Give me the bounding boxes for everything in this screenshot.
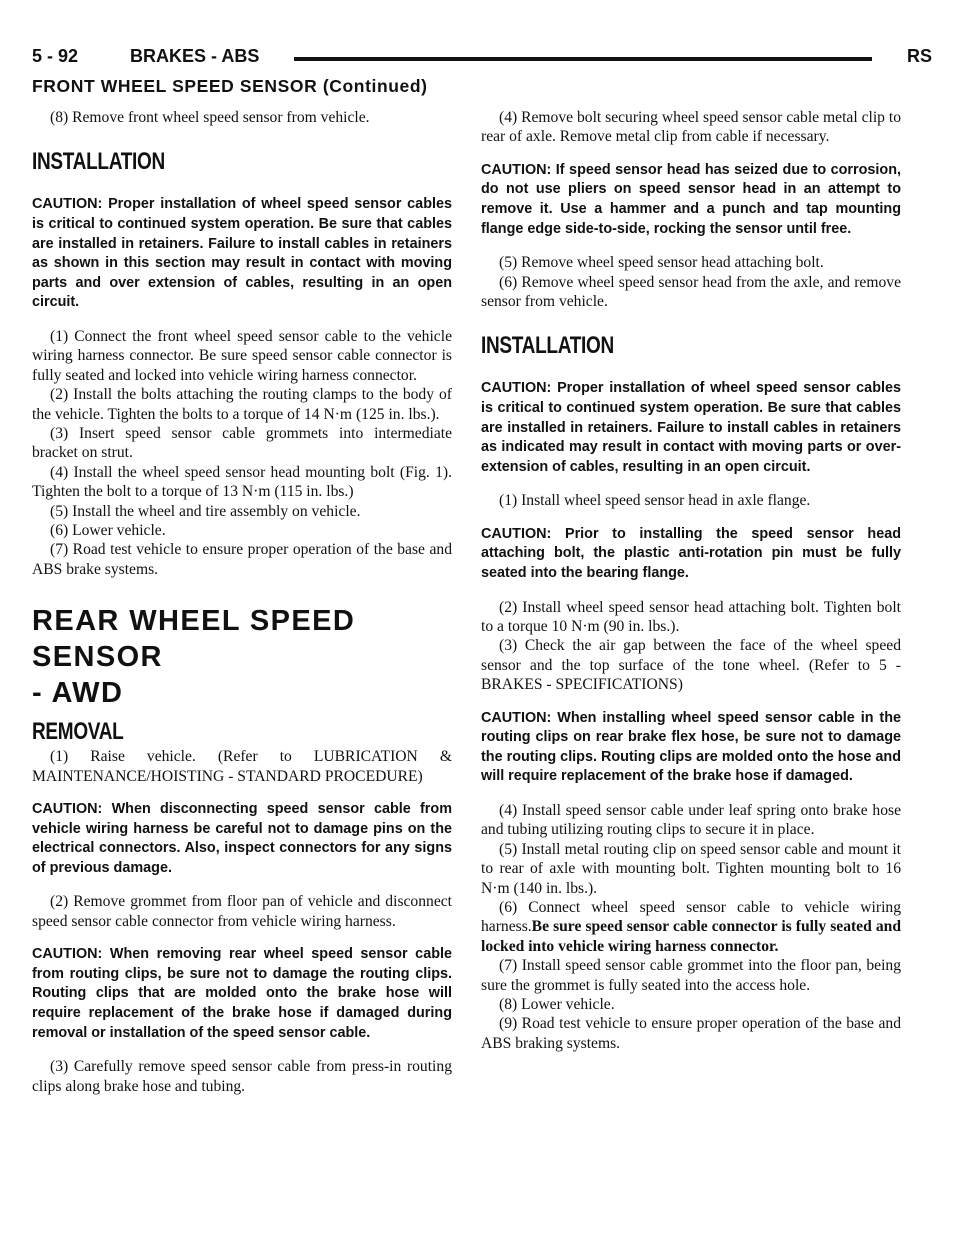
caution-note: CAUTION: When disconnecting speed sensor cable from vehicle wiring harness be careful not to damage pins on the electrical connectors. Also, inspect connectors for any signs of previous damage.	[32, 801, 452, 876]
model-code: RS	[906, 46, 932, 66]
header-rule	[294, 57, 872, 61]
continued-title: FRONT WHEEL SPEED SENSOR (Continued)	[32, 76, 428, 96]
step-text: (9) Road test vehicle to ensure proper operation of the base and ABS braking systems.	[481, 1015, 901, 1052]
step-text: (5) Remove wheel speed sensor head attaching bolt.	[499, 254, 824, 272]
step-text: (2) Install the bolts attaching the routing clamps to the body of the vehicle. Tighten the bolts to a torque of 14 N·m (125 in. lbs.).	[32, 386, 452, 423]
step-text: (2) Remove grommet from floor pan of vehicle and disconnect speed sensor cable connector from vehicle wiring harness.	[32, 893, 452, 930]
step-text	[481, 898, 901, 956]
section-heading-line1: REAR WHEEL SPEED SENSOR	[32, 605, 356, 674]
step-text-plain: (6) Connect wheel speed sensor cable to vehicle wiring harness.	[481, 899, 901, 936]
step-text: (5) Install the wheel and tire assembly on vehicle.	[50, 502, 361, 520]
step-text: (3) Check the air gap between the face of the wheel speed sensor and the top surface of the tone wheel. (Refer to 5 - BRAKES - SPECIFICATIONS)	[481, 637, 901, 694]
step-text: (1) Raise vehicle. (Refer to LUBRICATION & MAINTENANCE/HOISTING - STANDARD PROCEDURE)	[32, 748, 452, 785]
step-text: (1) Install wheel speed sensor head in axle flange.	[499, 492, 811, 510]
step-text: (2) Install wheel speed sensor head attaching bolt. Tighten bolt to a torque 10 N·m (90 in. lbs.).	[481, 598, 901, 635]
step-text: (5) Install metal routing clip on speed sensor cable and mount it to rear of axle with mounting bolt. Tighten mounting bolt to 16 N·m (140 in. lbs.).	[481, 840, 901, 897]
step-text: (3) Carefully remove speed sensor cable from press-in routing clips along brake hose and tubing.	[32, 1058, 452, 1095]
step-text: (6) Lower vehicle.	[50, 522, 166, 540]
step-text: (8) Lower vehicle.	[499, 996, 615, 1014]
caution-note: CAUTION: Proper installation of wheel speed sensor cables is critical to continued system operation. Be sure that cables are installed in retainers. Failure to install cables in retainers as shown in this section may result in contact with moving parts and over extension of cables, resulting in an open circuit.	[32, 196, 452, 311]
page-header	[32, 44, 932, 78]
removal-heading: REMOVAL	[32, 719, 124, 746]
section-heading-line2: - AWD	[32, 677, 124, 710]
right-column	[481, 108, 901, 1053]
section-title: BRAKES - ABS	[130, 46, 260, 66]
section-heading	[32, 603, 452, 711]
installation-heading: INSTALLATION	[481, 333, 614, 360]
step-text-emphasis: Be sure speed sensor cable connector is fully seated and locked into vehicle wiring harness connector.	[481, 918, 901, 955]
page-number: 5 - 92	[32, 46, 79, 66]
step-text: (4) Remove bolt securing wheel speed sensor cable metal clip to rear of axle. Remove metal clip from cable if necessary.	[481, 109, 901, 146]
step-text: (4) Install speed sensor cable under leaf spring onto brake hose and tubing utilizing routing clips to secure it in place.	[481, 801, 901, 839]
caution-note: CAUTION: When installing wheel speed sensor cable in the routing clips on rear brake flex hose, be sure not to damage the routing clips. Routing clips are molded onto the hose and will require replacement of the brake hose if damaged.	[481, 709, 901, 785]
left-column	[32, 108, 452, 1096]
installation-heading: INSTALLATION	[32, 149, 165, 176]
step-text: (7) Install speed sensor cable grommet into the floor pan, being sure the grommet is fully seated into the access hole.	[481, 957, 901, 994]
step-text: (8) Remove front wheel speed sensor from vehicle.	[50, 109, 370, 126]
caution-note: CAUTION: Prior to installing the speed sensor head attaching bolt, the plastic anti-rotation pin must be fully seated into the bearing flange.	[481, 525, 901, 581]
step-text: (3) Insert speed sensor cable grommets into intermediate bracket on strut.	[32, 425, 452, 462]
caution-note: CAUTION: If speed sensor head has seized due to corrosion, do not use pliers on speed sensor head in an attempt to remove it. Use a hammer and a punch and tap mounting flange edge side-to-side, rocking the sensor until free.	[481, 161, 901, 237]
step-text: (1) Connect the front wheel speed sensor cable to the vehicle wiring harness connector. Be sure speed sensor cable connector is fully seated and locked into vehicle wiring harness connector.	[32, 327, 452, 384]
caution-note: CAUTION: Proper installation of wheel speed sensor cables is critical to continued system operation. Be sure that cables are installed in retainers. Failure to install cables in retainers as indicated may result in contact with moving parts or over-extension of cables, resulting in an open circuit.	[481, 380, 901, 475]
caution-note: CAUTION: When removing rear wheel speed sensor cable from routing clips, be sure not to damage the routing clips. Routing clips that are molded onto the brake hose will require replacement of the brake hose if damaged during removal or installation of the speed sensor cable.	[32, 946, 452, 1041]
step-text: (7) Road test vehicle to ensure proper operation of the base and ABS brake systems.	[32, 541, 452, 578]
step-text: (4) Install the wheel speed sensor head mounting bolt (Fig. 1). Tighten the bolt to a torque of 13 N·m (115 in. lbs.)	[32, 463, 452, 501]
step-text: (6) Remove wheel speed sensor head from the axle, and remove sensor from vehicle.	[481, 273, 901, 310]
